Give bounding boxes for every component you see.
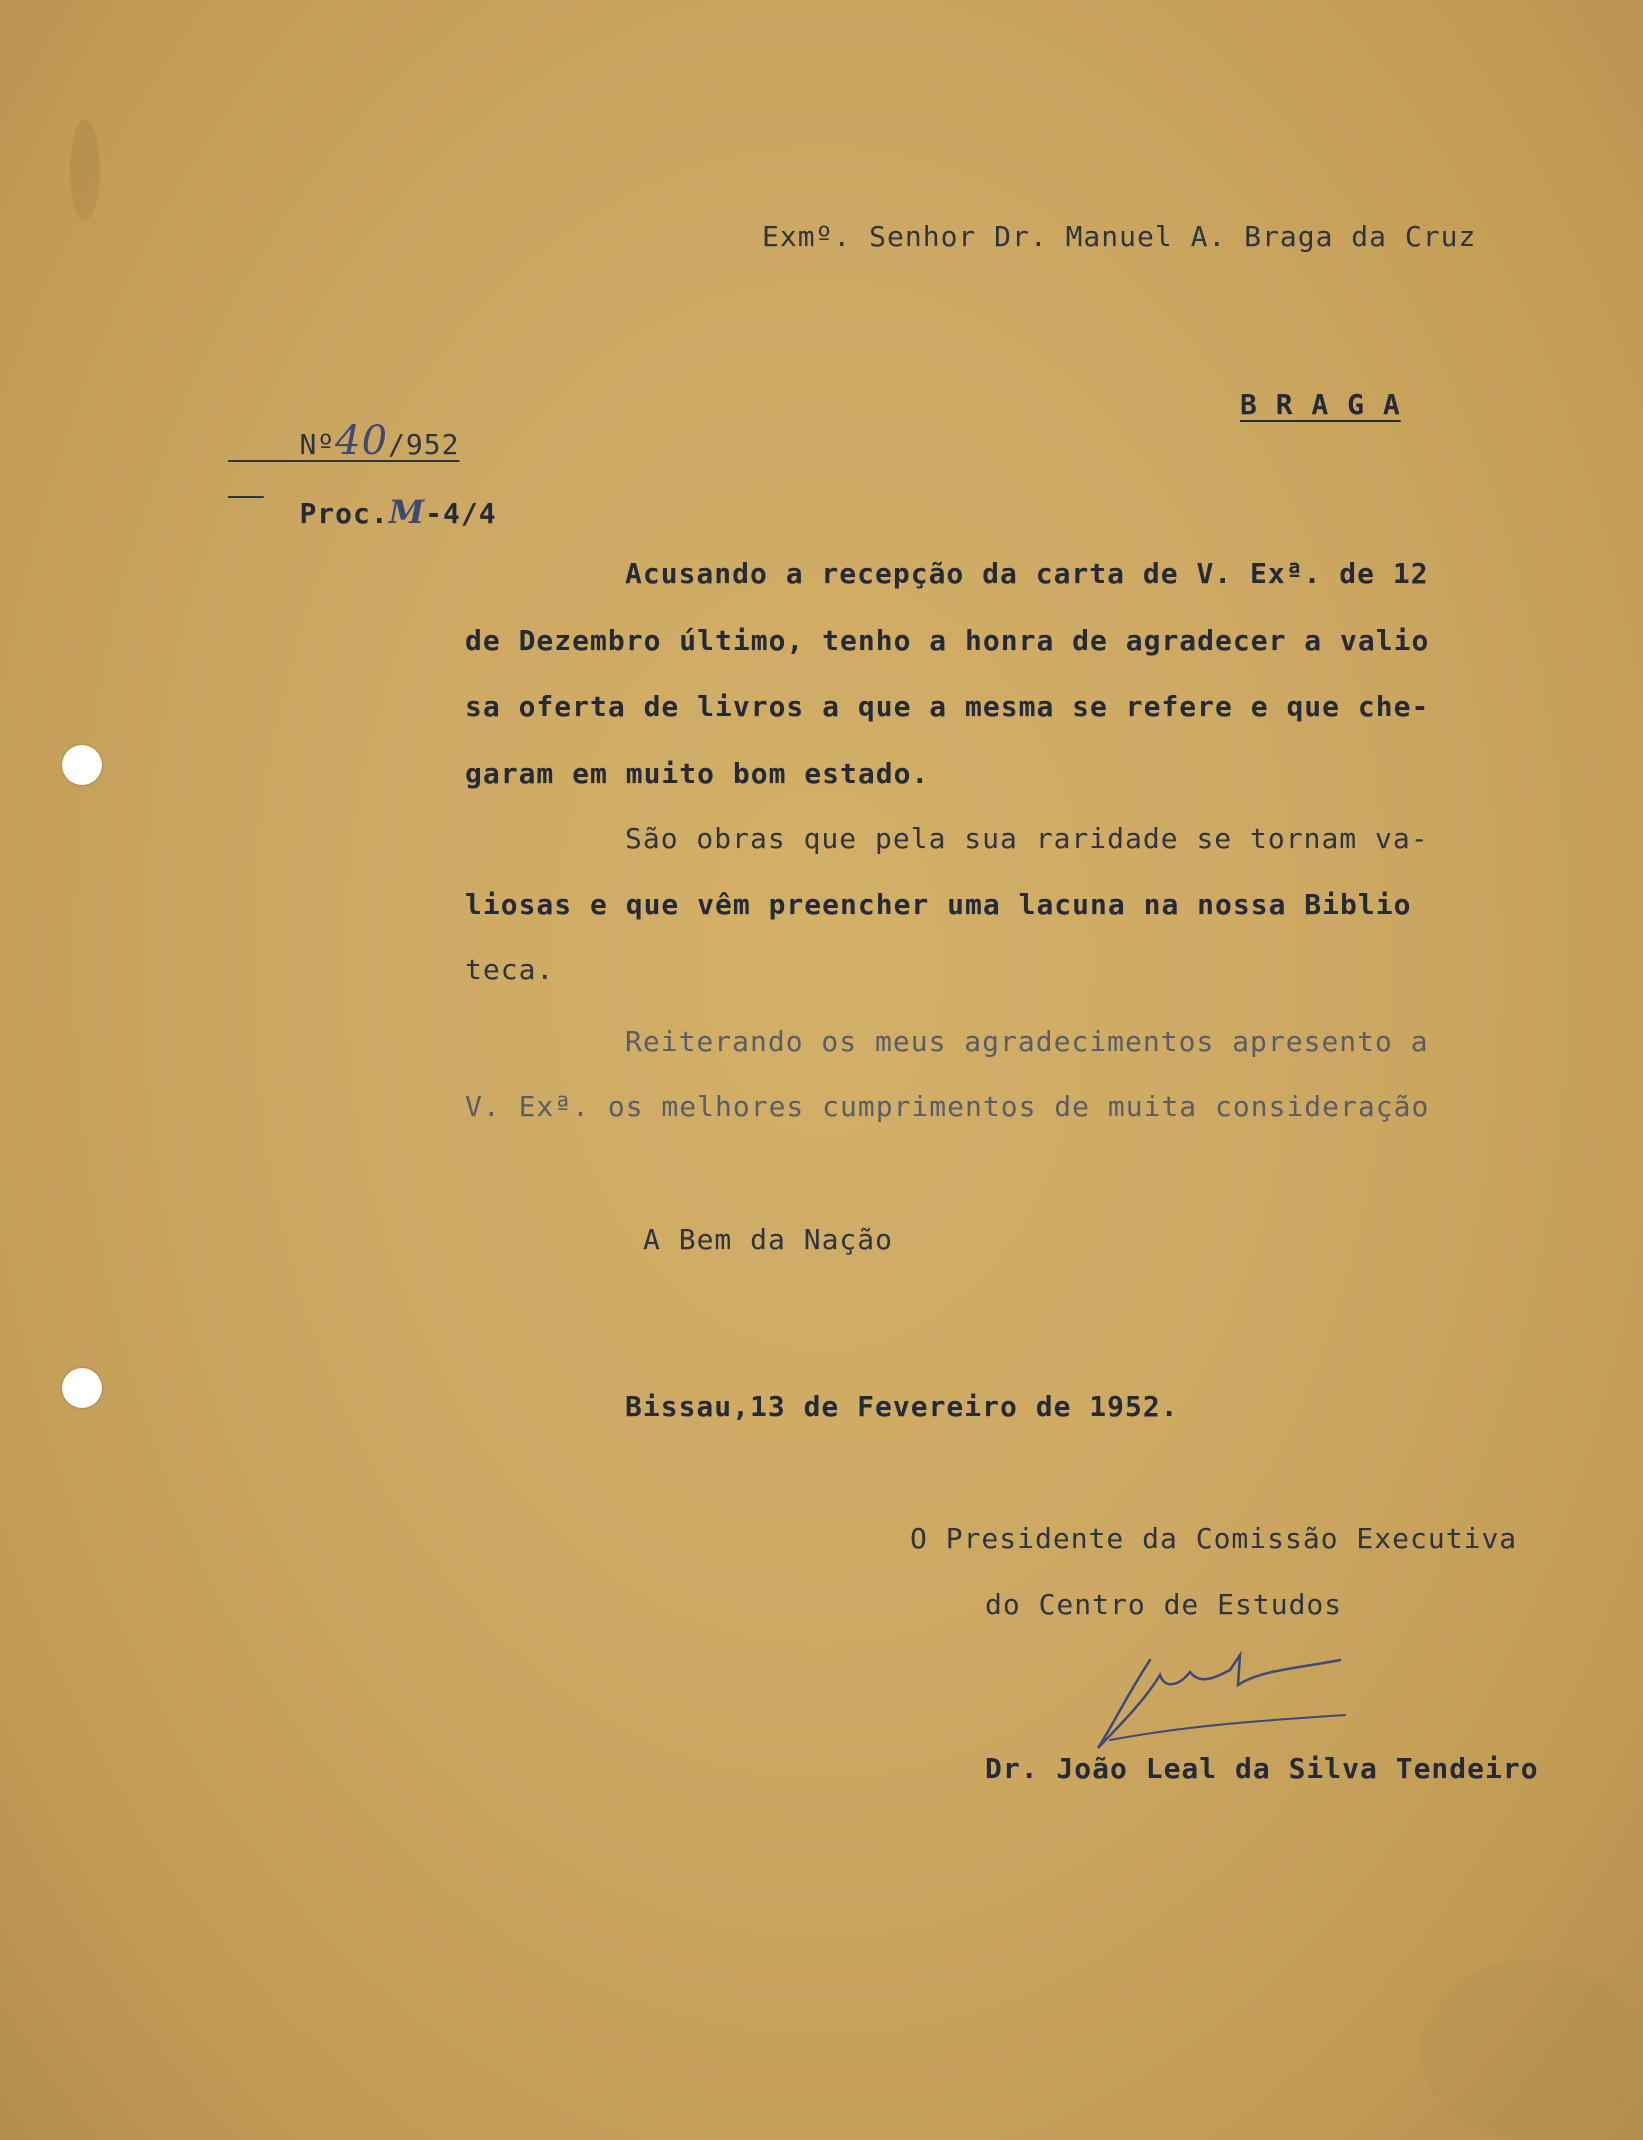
body-line: liosas e que vêm preencher uma lacuna na nossa Biblio: [465, 888, 1412, 921]
body-line: sa oferta de livros a que a mesma se refere e que che-: [465, 690, 1430, 723]
reference-handwritten-number: 40: [335, 418, 389, 464]
body-line: Acusando a recepção da carta de V. Exª. de 12: [625, 557, 1429, 590]
addressee-line: Exmº. Senhor Dr. Manuel A. Braga da Cruz: [762, 220, 1477, 253]
reference-year: /952: [388, 428, 460, 461]
process-label: Proc.: [299, 497, 389, 530]
process-number: -4/4: [425, 497, 497, 530]
punch-hole-bottom: [62, 1368, 102, 1408]
process-reference: [228, 460, 497, 564]
body-line: teca.: [465, 953, 555, 986]
signatory-title-line2: do Centro de Estudos: [985, 1588, 1343, 1621]
paper-stain: [1420, 1960, 1640, 2140]
process-handwritten-code: M: [388, 493, 426, 531]
signatory-title-line1: O Presidente da Comissão Executiva: [910, 1522, 1518, 1555]
closing-salutation: A Bem da Nação: [643, 1223, 894, 1256]
place-date: Bissau,13 de Fevereiro de 1952.: [625, 1390, 1179, 1423]
body-line: garam em muito bom estado.: [465, 757, 930, 790]
body-line: de Dezembro último, tenho a honra de agradecer a valio: [465, 624, 1430, 657]
paper-stain: [70, 120, 100, 220]
body-line: Reiterando os meus agradecimentos apresento a: [625, 1025, 1429, 1058]
reference-prefix: Nº: [299, 428, 336, 461]
city-heading: B R A G A: [1240, 388, 1401, 421]
body-line: São obras que pela sua raridade se tornam va-: [625, 822, 1429, 855]
body-line: V. Exª. os melhores cumprimentos de muita consideração: [465, 1090, 1430, 1123]
handwritten-signature: [1090, 1630, 1370, 1760]
signatory-name: Dr. João Leal da Silva Tendeiro: [985, 1752, 1539, 1785]
punch-hole-top: [62, 745, 102, 785]
